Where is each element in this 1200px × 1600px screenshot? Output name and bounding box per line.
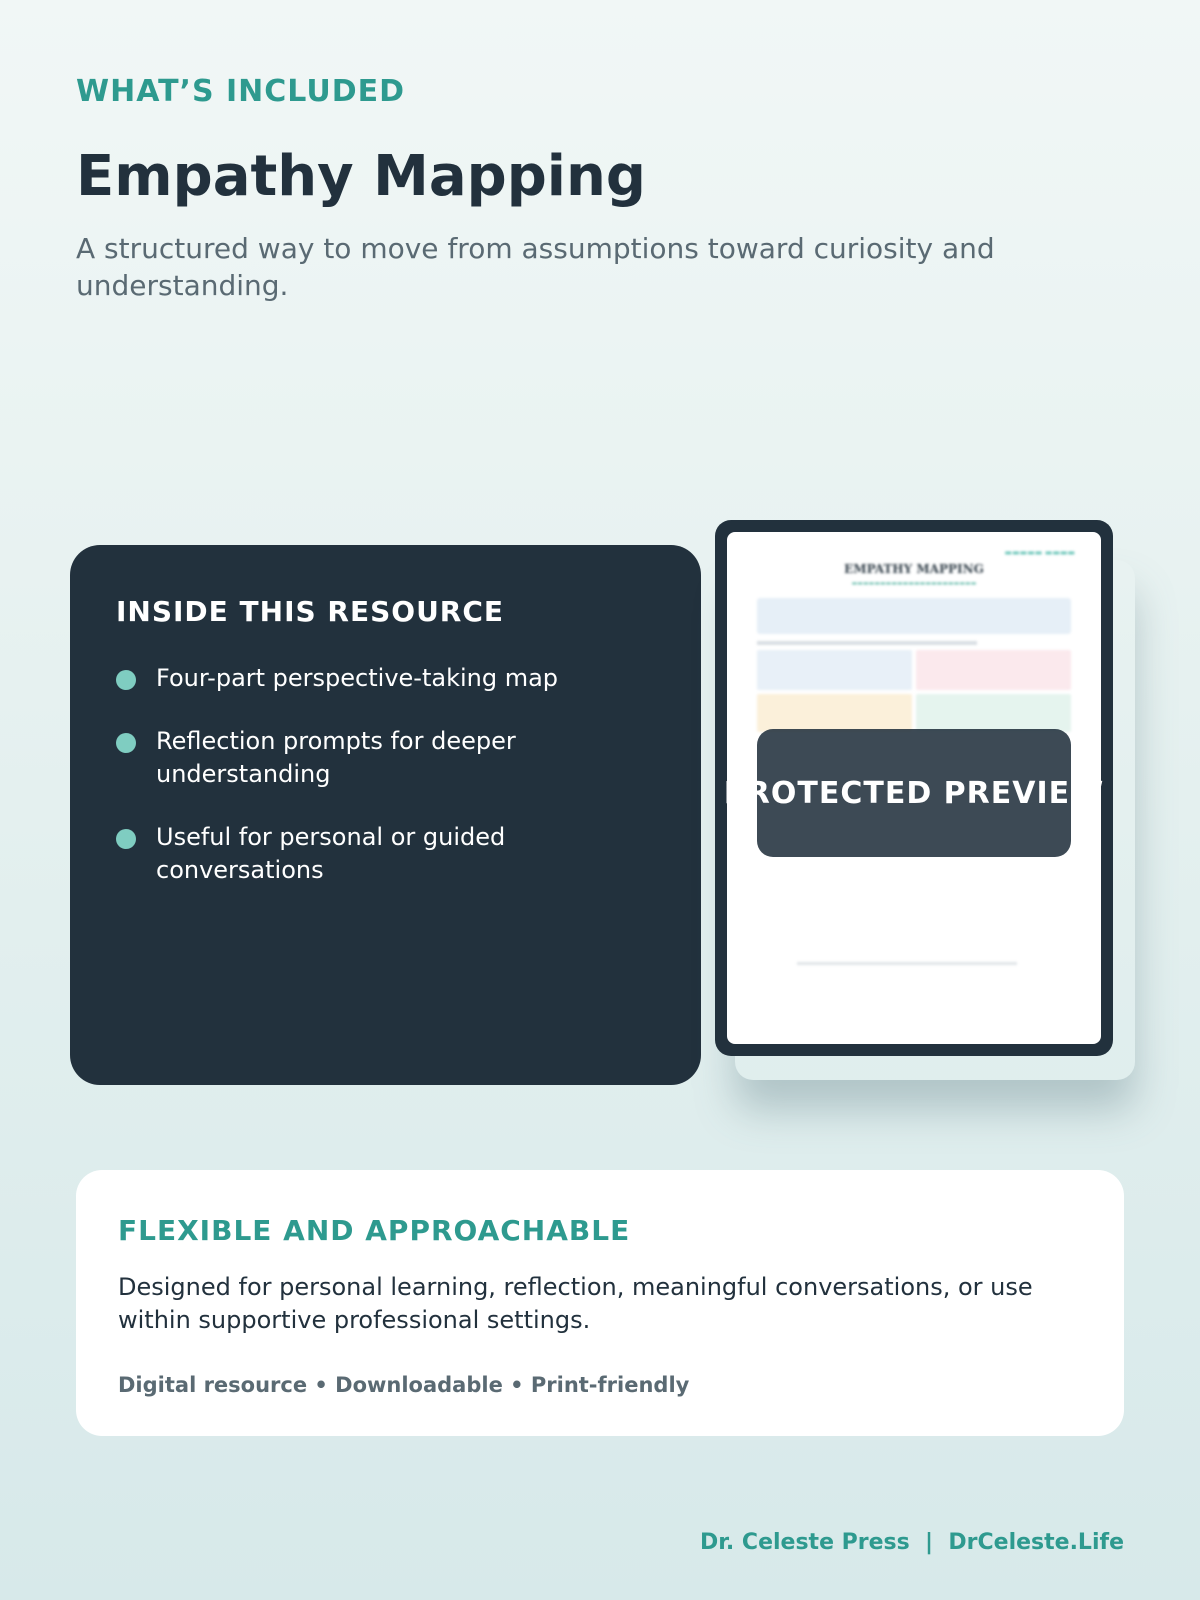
flexible-body: Designed for personal learning, reflection, meaningful conversations, or use within supportive professional settings. (118, 1273, 1033, 1334)
sheet-footer-line (797, 962, 1017, 965)
tablet-preview (715, 520, 1113, 1056)
sheet-brand-mark: ▬▬▬▬▬ ▬▬▬▬ (1004, 548, 1075, 557)
list-item-label: Reflection prompts for deeper understanding (156, 727, 516, 788)
preview-sheet (723, 532, 1105, 1044)
page-title: Empathy Mapping (76, 144, 646, 209)
publisher-footer: Dr. Celeste Press | DrCeleste.Life (699, 1530, 1124, 1555)
inside-resource-list (116, 662, 655, 887)
sheet-text-line (757, 641, 977, 645)
section-eyebrow: WHAT’S INCLUDED (76, 74, 405, 109)
sheet-intro-box (757, 598, 1071, 634)
inside-resource-heading: INSIDE THIS RESOURCE (116, 595, 505, 628)
list-item (116, 821, 566, 887)
sheet-subtitle-line: ▬▬▬▬▬▬▬▬▬▬▬▬▬▬▬▬▬▬▬▬▬▬ (851, 580, 977, 587)
sheet-title: EMPATHY MAPPING (844, 562, 984, 576)
flexible-card (76, 1170, 1124, 1436)
bullet-dot-icon (116, 733, 136, 753)
protected-preview-label: PROTECTED PREVIEW (723, 775, 1105, 811)
map-quadrant-1 (757, 650, 912, 690)
flexible-heading: FLEXIBLE AND APPROACHABLE (118, 1214, 631, 1247)
list-item-label: Four-part perspective-taking map (156, 664, 559, 692)
map-quadrant-4 (916, 694, 1071, 732)
list-item (116, 725, 566, 791)
format-meta: Digital resource • Downloadable • Print-friendly (118, 1373, 690, 1397)
bullet-dot-icon (116, 829, 136, 849)
protected-preview-overlay (723, 729, 1105, 857)
list-item-label: Useful for personal or guided conversations (156, 823, 506, 884)
map-quadrant-2 (916, 650, 1071, 690)
bullet-dot-icon (116, 670, 136, 690)
inside-resource-card (70, 545, 701, 1085)
list-item (116, 662, 596, 695)
page-subtitle: A structured way to move from assumptions toward curiosity and understanding. (76, 232, 995, 302)
map-quadrant-3 (757, 694, 912, 732)
